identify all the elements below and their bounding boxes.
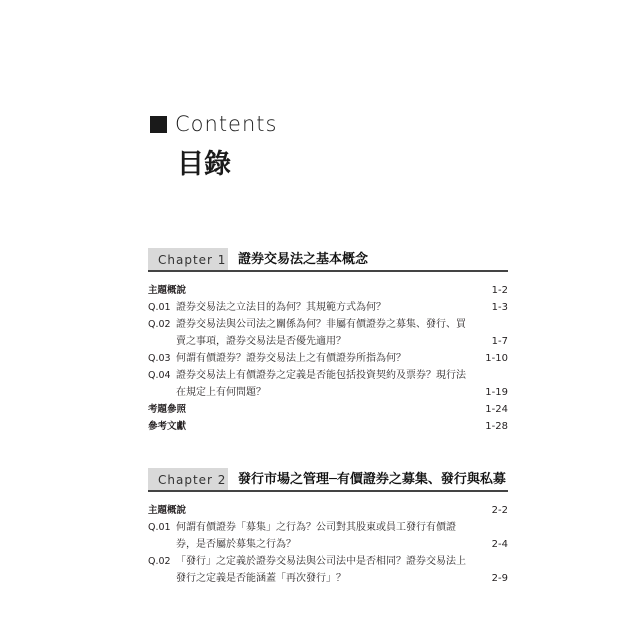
chapter-header	[148, 464, 508, 492]
page-number: 1-19	[485, 387, 508, 398]
page-number: 2-4	[491, 539, 508, 550]
entry-text: 證券交易法與公司法之關係為何？非屬有價證券之募集、發行、買	[176, 319, 466, 330]
page-number: 2-2	[491, 505, 508, 516]
entry-text: 賣之事項，證券交易法是否優先適用？	[176, 336, 346, 347]
contents-header	[150, 112, 278, 180]
entry-text: 參考文獻	[148, 421, 187, 432]
toc-entry-row	[148, 282, 508, 299]
question-number: Q.01	[148, 302, 171, 313]
page-number: 1-24	[485, 404, 508, 415]
chapter-entries	[148, 502, 508, 587]
question-number	[148, 333, 176, 350]
entry-text: 何謂有價證券「募集」之行為？公司對其股東或員工發行有價證	[176, 522, 456, 533]
chapter-entries	[148, 282, 508, 435]
question-number: Q.01	[148, 522, 171, 533]
toc-entry-row	[148, 384, 508, 401]
question-number: Q.04	[148, 370, 171, 381]
page-number: 1-3	[491, 302, 508, 313]
question-number	[148, 536, 176, 553]
entry-text: 證券交易法之立法目的為何？其規範方式為何？	[176, 302, 386, 313]
question-number	[148, 384, 176, 401]
entry-text: 何謂有價證券？證券交易法上之有價證券所指為何？	[176, 353, 406, 364]
page-number	[476, 316, 508, 333]
toc-entry-row	[148, 401, 508, 418]
page-number: 2-9	[491, 573, 508, 584]
toc-entry-row	[148, 519, 508, 536]
question-number: Q.02	[148, 319, 171, 330]
toc-entry-row	[148, 536, 508, 553]
toc-entry-row	[148, 418, 508, 435]
question-number: Q.02	[148, 556, 171, 567]
toc-entry-row	[148, 350, 508, 367]
entry-text: 「發行」之定義於證券交易法與公司法中是否相同？證券交易法上	[176, 556, 466, 567]
contents-label: Contents	[175, 112, 278, 136]
toc-entry-row	[148, 299, 508, 316]
entry-text: 主題概說	[148, 285, 187, 296]
toc-entry-row	[148, 333, 508, 350]
chapter-tab: Chapter 2	[148, 468, 228, 492]
page-number	[476, 367, 508, 384]
question-number: Q.03	[148, 353, 171, 364]
chapter-1-section	[148, 244, 508, 435]
question-number	[148, 570, 176, 587]
entry-text: 發行之定義是否能涵蓋「再次發行」？	[176, 573, 346, 584]
toc-entry-row	[148, 316, 508, 333]
square-bullet-icon	[150, 116, 167, 133]
chapter-title: 發行市場之管理─有價證券之募集、發行與私募	[238, 472, 506, 487]
page-number: 1-10	[485, 353, 508, 364]
entry-text: 證券交易法上有價證券之定義是否能包括投資契約及票券？現行法	[176, 370, 466, 381]
entry-text: 券，是否屬於募集之行為？	[176, 539, 296, 550]
chapter-header	[148, 244, 508, 272]
entry-text: 主題概說	[148, 505, 187, 516]
chapter-tab: Chapter 1	[148, 248, 228, 272]
page-number	[476, 519, 508, 536]
toc-entry-row	[148, 367, 508, 384]
page-number: 1-2	[491, 285, 508, 296]
entry-text: 在規定上有何問題？	[176, 387, 266, 398]
page-number: 1-7	[491, 336, 508, 347]
toc-entry-row	[148, 570, 508, 587]
page-title: 目錄	[177, 149, 231, 180]
page-number	[476, 553, 508, 570]
entry-text: 考題參照	[148, 404, 187, 415]
chapter-title: 證券交易法之基本概念	[238, 252, 369, 267]
chapter-2-section	[148, 464, 508, 587]
page-number: 1-28	[485, 421, 508, 432]
toc-entry-row	[148, 553, 508, 570]
toc-entry-row	[148, 502, 508, 519]
